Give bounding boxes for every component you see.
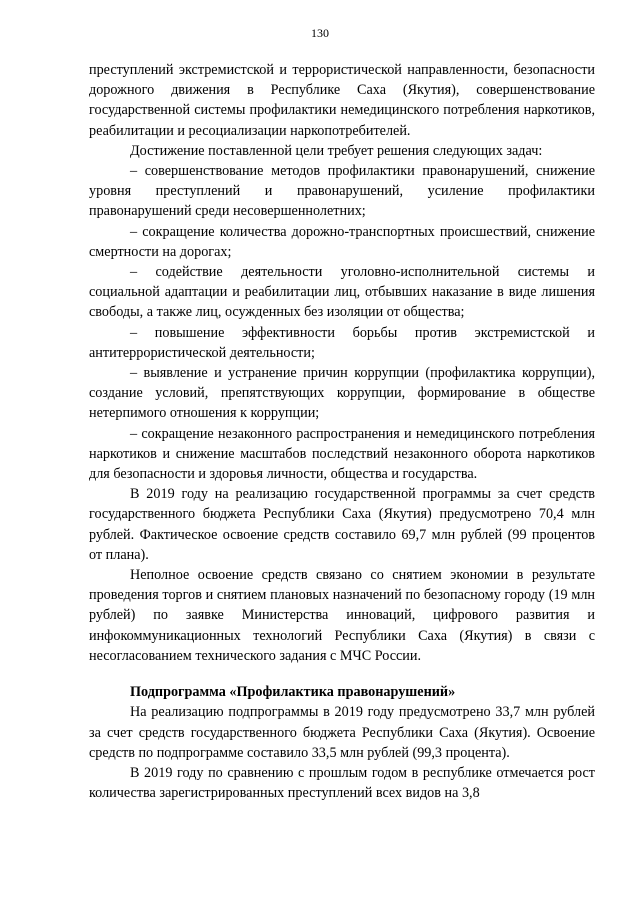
paragraph: На реализацию подпрограммы в 2019 году предусмотрено 33,7 млн рублей за счет средств государственного бюджета Республики Саха (Якутия). Освоение средств по подпрограмме составило 33,5 млн рублей (99,3 процента).: [89, 704, 595, 761]
paragraph: преступлений экстремистской и террористической направленности, безопасности дорожного движения в Республике Саха (Якутия), совершенствование государственной системы профилактики немедицинского потребления наркотиков, реабилитации и ресоциализации наркопотребителей.: [89, 62, 595, 139]
paragraph: В 2019 году на реализацию государственной программы за счет средств государственного бюджета Республики Саха (Якутия) предусмотрено 70,4 млн рублей. Фактическое освоение средств составило 69,7 млн рублей (99 процентов от плана).: [89, 486, 595, 563]
task-list-item: – совершенствование методов профилактики правонарушений, снижение уровня преступлений и правонарушений, усиление профилактики правонарушений среди несовершеннолетних;: [89, 163, 595, 220]
task-list-item: – содействие деятельности уголовно-исполнительной системы и социальной адаптации и реабилитации лиц, отбывших наказание в виде лишения свободы, а также лиц, осужденных без изоляции от общества;: [89, 264, 595, 321]
document-body: [89, 60, 595, 803]
paragraph: В 2019 году по сравнению с прошлым годом в республике отмечается рост количества зарегистрированных преступлений всех видов на 3,8: [89, 764, 595, 802]
subprogram-heading: Подпрограмма «Профилактика правонарушений»: [130, 684, 456, 701]
task-list-item: – сокращение незаконного распространения и немедицинского потребления наркотиков и снижение масштабов последствий незаконного оборота наркотиков для безопасности и здоровья личности, общества и государства.: [89, 425, 595, 483]
task-list-item: – повышение эффективности борьбы против экстремистской и антитеррористической деятельности;: [89, 324, 595, 361]
task-list-item: – выявление и устранение причин коррупции (профилактика коррупции), создание условий, препятствующих коррупции, формирование в обществе нетерпимого отношения к коррупции;: [89, 365, 595, 422]
paragraph: Достижение поставленной цели требует решения следующих задач:: [130, 142, 543, 159]
task-list-item: – сокращение количества дорожно-транспортных происшествий, снижение смертности на дорогах;: [89, 223, 595, 260]
paragraph: Неполное освоение средств связано со снятием экономии в результате проведения торгов и снятием плановых назначений по безопасному городу (19 млн рублей) по заявке Министерства инноваций, цифрового развития и инфокоммуникационных технологий Республики Саха (Якутия) в связи с несогласованием технического задания с МЧС России.: [89, 567, 595, 664]
page-number: 130: [311, 26, 329, 40]
